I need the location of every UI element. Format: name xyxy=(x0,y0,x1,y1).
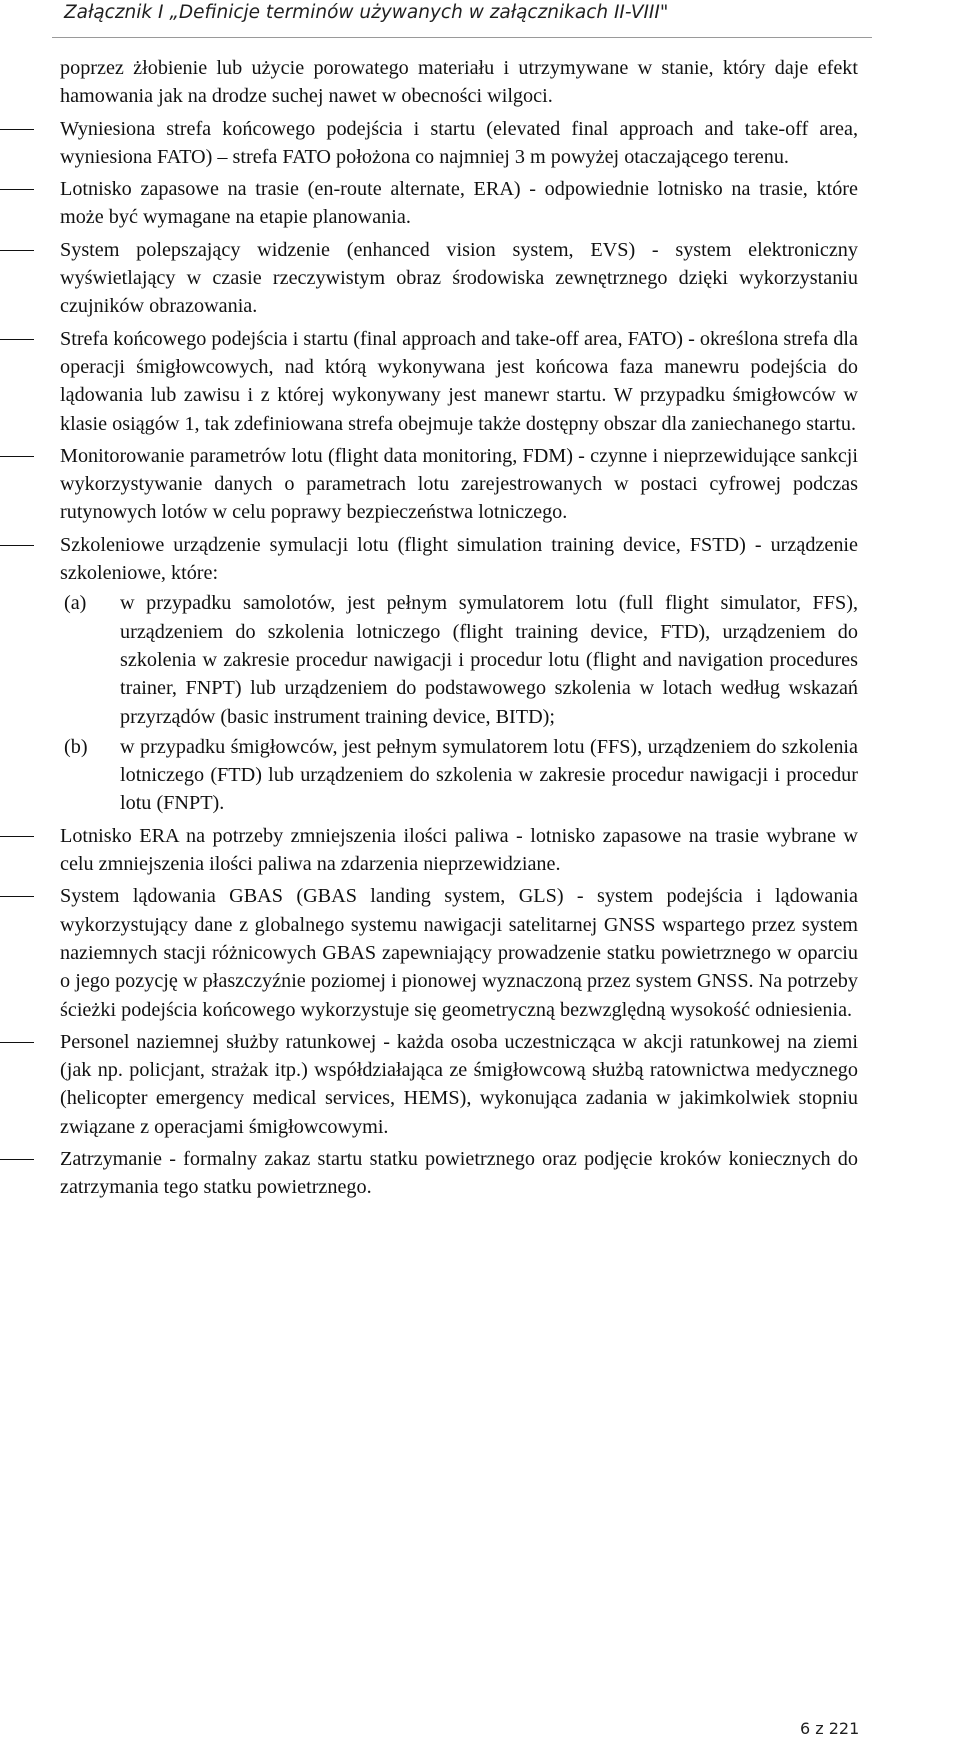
definition-text: Lotnisko ERA na potrzeby zmniejszenia ilości paliwa - lotnisko zapasowe na trasie wybrane w celu zmniejszenia ilości paliwa na zdarzenia nieprzewidziane. xyxy=(60,824,858,876)
list-item-label: (a) xyxy=(64,592,87,615)
definition-fdm xyxy=(60,442,858,527)
header-rule xyxy=(52,37,872,38)
page-header-title: Załącznik I „Definicje terminów używanych w załącznikach II-VIII" xyxy=(64,2,669,23)
dash-bullet xyxy=(0,339,34,340)
dash-bullet xyxy=(0,250,34,251)
definition-text: Strefa końcowego podejścia i startu (final approach and take-off area, FATO) - określona strefa dla operacji śmigłowcowych, nad którą wykonywana jest końcowa faza manewru podejścia do lądowania lub zawisu i z której wykonywany jest manewr startu. W przypadku śmigłowców w klasie osiągów 1, tak zdefiniowana strefa obejmuje także dostępny obszar dla zaniechanego startu. xyxy=(60,327,858,435)
dash-bullet xyxy=(0,1159,34,1160)
definition-era xyxy=(60,175,858,232)
dash-bullet xyxy=(0,896,34,897)
definition-ground-emergency-personnel xyxy=(60,1028,858,1141)
list-item-label: (b) xyxy=(64,735,88,758)
definition-grounding xyxy=(60,1145,858,1202)
definition-text: System lądowania GBAS (GBAS landing system, GLS) - system podejścia i lądowania wykorzystujący dane z globalnego systemu nawigacji satelitarnej GNSS wspartego przez system naziemnych stacji różnicowych GBAS zapewniający prowadzenie statku powietrznego w oparciu o jego pozycję w płaszczyźnie poziomej i pionowej wyznaczoną przez system GNSS. Na potrzeby ścieżki podejścia końcowego wykorzystuje się geometryczną bezwzględną wysokość odniesienia. xyxy=(60,885,858,1021)
definition-text: Szkoleniowe urządzenie symulacji lotu (flight simulation training device, FSTD) - urządzenie szkoleniowe, które: xyxy=(60,533,858,585)
fstd-item-a xyxy=(64,589,858,730)
list-item-text: w przypadku samolotów, jest pełnym symulatorem lotu (full flight simulator, FFS), urządzeniem do szkolenia lotniczego (flight training device, FTD), urządzeniem do szkolenia w zakresie procedur nawigacji i procedur lotu (flight and navigation procedures trainer, FNPT) lub urządzeniem do podstawowego szkolenia w lotach według wskazań przyrządów (basic instrument training device, BITD); xyxy=(120,592,858,728)
dash-bullet xyxy=(0,456,34,457)
intro-continuation: poprzez żłobienie lub użycie porowatego materiału i utrzymywane w stanie, który daje efekt hamowania jak na drodze suchej nawet w obecności wilgoci. xyxy=(60,57,858,108)
definition-elevated-fato xyxy=(60,115,858,172)
definition-text: Zatrzymanie - formalny zakaz startu statku powietrznego oraz podjęcie kroków koniecznych do zatrzymania tego statku powietrznego. xyxy=(60,1147,858,1199)
fstd-item-b xyxy=(64,733,858,818)
dash-bullet xyxy=(0,129,34,130)
page-number: 6 z 221 xyxy=(800,1719,860,1738)
definition-fato xyxy=(60,325,858,438)
definition-text: Lotnisko zapasowe na trasie (en-route alternate, ERA) - odpowiednie lotnisko na trasie, które może być wymagane na etapie planowania. xyxy=(60,178,858,229)
definition-fstd xyxy=(60,531,858,588)
definition-text: System polepszający widzenie (enhanced vision system, EVS) - system elektroniczny wyświetlający w czasie rzeczywistym obraz środowiska zewnętrznego dzięki wykorzystaniu czujników obrazowania. xyxy=(60,238,858,318)
definition-fuel-era xyxy=(60,822,858,879)
definition-gls xyxy=(60,882,858,1023)
document-body xyxy=(0,54,960,1202)
definition-text: Wyniesiona strefa końcowego podejścia i startu (elevated final approach and take-off area, wyniesiona FATO) – strefa FATO położona co najmniej 3 m powyżej otaczającego terenu. xyxy=(60,117,858,168)
list-item-text: w przypadku śmigłowców, jest pełnym symulatorem lotu (FFS), urządzeniem do szkolenia lotniczego (FTD) lub urządzeniem do szkolenia w zakresie procedur nawigacji i procedur lotu (FNPT). xyxy=(120,735,858,815)
definition-text: Monitorowanie parametrów lotu (flight data monitoring, FDM) - czynne i nieprzewidujące sankcji wykorzystywanie danych o parametrach lotu zarejestrowanych w postaci cyfrowej podczas rutynowych lotów w celu poprawy bezpieczeństwa lotniczego. xyxy=(60,444,858,524)
dash-bullet xyxy=(0,545,34,546)
definition-evs xyxy=(60,236,858,321)
dash-bullet xyxy=(0,1042,34,1043)
definition-text: Personel naziemnej służby ratunkowej - każda osoba uczestnicząca w akcji ratunkowej na ziemi (jak np. policjant, strażak itp.) współdziałająca ze śmigłowcową służbą ratownictwa medycznego (helicopter emergency medical services, HEMS), wykonująca zadania w jakimkolwiek stopniu związane z operacjami śmigłowcowymi. xyxy=(60,1030,858,1138)
dash-bullet xyxy=(0,836,34,837)
dash-bullet xyxy=(0,189,34,190)
